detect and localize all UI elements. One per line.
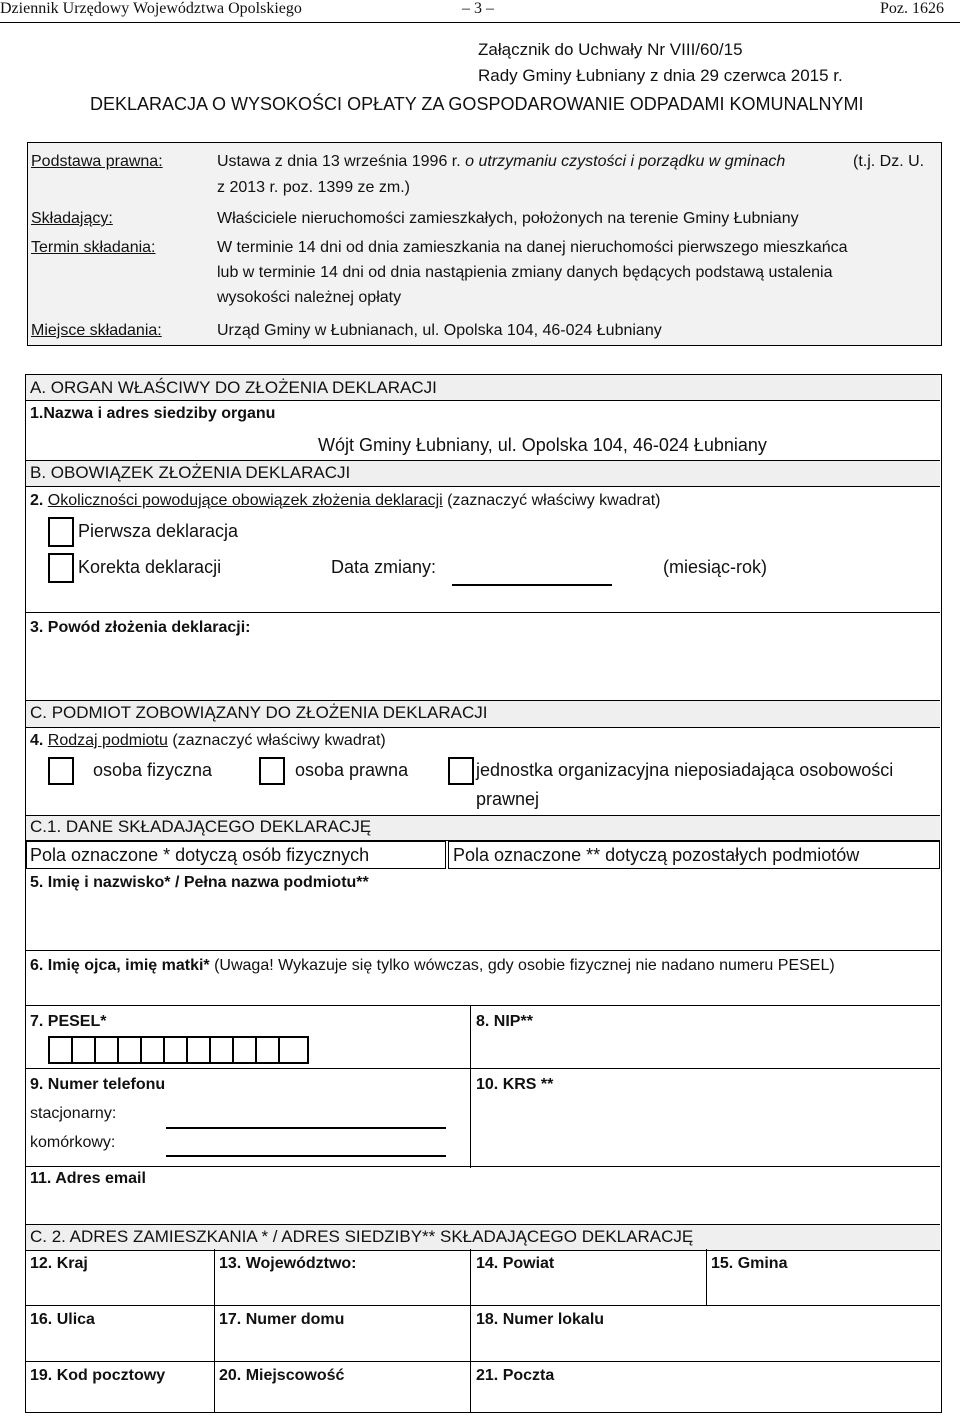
field-6-hint: (Uwaga! Wykazuje się tylko wówczas, gdy osobie fizycznej nie nadano numeru PESEL): [214, 957, 835, 974]
field-12-label: 12. Kraj: [30, 1255, 88, 1272]
submitter-label: Składający:: [31, 210, 113, 227]
divider: [26, 1305, 940, 1306]
field-4-hint: (zaznaczyć właściwy kwadrat): [172, 732, 386, 749]
place-value: Urząd Gminy w Łubnianach, ul. Opolska 104, 46-024 Łubniany: [217, 322, 662, 339]
mobile-input[interactable]: [166, 1155, 446, 1157]
page-number: – 3 –: [462, 0, 494, 17]
field-19-label: 19. Kod pocztowy: [30, 1367, 166, 1384]
field-1-value: Wójt Gminy Łubniany, ul. Opolska 104, 46-024 Łubniany: [318, 435, 767, 455]
field-4-title: Rodzaj podmiotu: [47, 732, 168, 749]
divider: [214, 1249, 215, 1413]
submitter-value: Właściciele nieruchomości zamieszkałych, położonych na terenie Gminy Łubniany: [217, 210, 799, 227]
document-title: DEKLARACJA O WYSOKOŚCI OPŁATY ZA GOSPODAROWANIE ODPADAMI KOMUNALNYMI: [90, 94, 864, 114]
section-c-title: C. PODMIOT ZOBOWIĄZANY DO ZŁOŻENIA DEKLARACJI: [30, 703, 488, 722]
annex-line-1: Załącznik do Uchwały Nr VIII/60/15: [478, 40, 743, 59]
field-4-label: [30, 732, 386, 750]
note-other: Pola oznaczone ** dotyczą pozostałych podmiotów: [453, 845, 860, 865]
field-2-title: Okoliczności powodujące obowiązek złożenia deklaracji: [47, 492, 443, 509]
divider: [26, 950, 940, 951]
legal-basis-label: Podstawa prawna:: [31, 153, 163, 170]
field-8-label: 8. NIP**: [476, 1013, 533, 1030]
divider: [26, 1166, 940, 1167]
landline-input[interactable]: [166, 1127, 446, 1129]
first-declaration-checkbox[interactable]: [48, 517, 74, 547]
field-6-label: [30, 957, 835, 975]
field-11-label: 11. Adres email: [30, 1170, 146, 1187]
field-13-label: 13. Województwo:: [219, 1255, 357, 1272]
field-16-label: 16. Ulica: [30, 1311, 95, 1328]
section-c2-title: C. 2. ADRES ZAMIESZKANIA * / ADRES SIEDZIBY** SKŁADAJĄCEGO DEKLARACJĘ: [30, 1227, 694, 1246]
first-declaration-label: Pierwsza deklaracja: [78, 521, 239, 541]
legal-basis-ref-2: z 2013 r. poz. 1399 ze zm.): [217, 179, 410, 196]
legal-basis-ref: (t.j. Dz. U.: [853, 153, 925, 170]
field-10-label: 10. KRS **: [476, 1076, 554, 1093]
legal-basis-value: [217, 153, 785, 171]
divider: [470, 1005, 471, 1168]
divider: [706, 1249, 707, 1305]
landline-label: stacjonarny:: [30, 1105, 117, 1122]
place-label: Miejsce składania:: [31, 322, 162, 339]
field-5-label: 5. Imię i nazwisko* / Pełna nazwa podmiotu**: [30, 874, 369, 891]
field-6-title: 6. Imię ojca, imię matki*: [30, 957, 210, 974]
annex-line-2: Rady Gminy Łubniany z dnia 29 czerwca 2015 r.: [478, 66, 843, 85]
organizational-unit-checkbox[interactable]: [448, 757, 474, 785]
pesel-cells: [48, 1036, 310, 1064]
deadline-line-1: W terminie 14 dni od dnia zamieszkania na danej nieruchomości pierwszego mieszkańca: [217, 239, 848, 256]
divider: [470, 1249, 471, 1413]
field-18-label: 18. Numer lokalu: [476, 1311, 605, 1328]
section-b-title: B. OBOWIĄZEK ZŁOŻENIA DEKLARACJI: [30, 463, 351, 482]
pesel-digit[interactable]: [278, 1036, 309, 1064]
field-15-label: 15. Gmina: [711, 1255, 788, 1272]
field-1-label: 1.Nazwa i adres siedziby organu: [30, 405, 276, 422]
field-2-number: 2.: [30, 492, 44, 509]
organizational-unit-label-2: prawnej: [476, 789, 540, 809]
field-20-label: 20. Miejscowość: [219, 1367, 345, 1384]
field-7-label: 7. PESEL*: [30, 1013, 107, 1030]
field-14-label: 14. Powiat: [476, 1255, 555, 1272]
field-3-label: 3. Powód złożenia deklaracji:: [30, 619, 251, 636]
change-date-input[interactable]: [452, 584, 612, 586]
deadline-line-2: lub w terminie 14 dni od dnia nastąpienia zmiany danych będących podstawą ustalenia: [217, 264, 833, 281]
change-date-label: Data zmiany:: [331, 557, 437, 577]
legal-basis-act: Ustawa z dnia 13 września 1996 r.: [217, 153, 461, 170]
month-year-hint: (miesiąc-rok): [663, 557, 768, 577]
header-divider: [0, 22, 960, 23]
natural-person-label: osoba fizyczna: [93, 760, 213, 780]
field-2-hint: (zaznaczyć właściwy kwadrat): [447, 492, 661, 509]
legal-person-label: osoba prawna: [295, 760, 409, 780]
note-natural: Pola oznaczone * dotyczą osób fizycznych: [30, 845, 370, 865]
field-17-label: 17. Numer domu: [219, 1311, 345, 1328]
correction-label: Korekta deklaracji: [78, 557, 222, 577]
field-9-label: 9. Numer telefonu: [30, 1076, 166, 1093]
position-number: Poz. 1626: [880, 0, 944, 17]
divider: [26, 1361, 940, 1362]
section-c1-title: C.1. DANE SKŁADAJĄCEGO DEKLARACJĘ: [30, 817, 372, 836]
deadline-label: Termin składania:: [31, 239, 156, 256]
divider: [26, 1068, 940, 1069]
journal-name: Dziennik Urzędowy Województwa Opolskiego: [0, 0, 302, 17]
legal-person-checkbox[interactable]: [259, 757, 285, 785]
field-21-label: 21. Poczta: [476, 1367, 555, 1384]
natural-person-checkbox[interactable]: [48, 757, 74, 785]
divider: [26, 1005, 940, 1006]
organizational-unit-label: jednostka organizacyjna nieposiadająca osobowości: [476, 760, 894, 780]
legal-basis-act-title: o utrzymaniu czystości i porządku w gminach: [465, 153, 786, 170]
section-a-title: A. ORGAN WŁAŚCIWY DO ZŁOŻENIA DEKLARACJI: [30, 378, 437, 397]
mobile-label: komórkowy:: [30, 1134, 116, 1151]
correction-checkbox[interactable]: [48, 553, 74, 583]
divider: [26, 612, 940, 613]
field-2-label: [30, 492, 661, 510]
field-4-number: 4.: [30, 732, 44, 749]
deadline-line-3: wysokości należnej opłaty: [217, 289, 402, 306]
